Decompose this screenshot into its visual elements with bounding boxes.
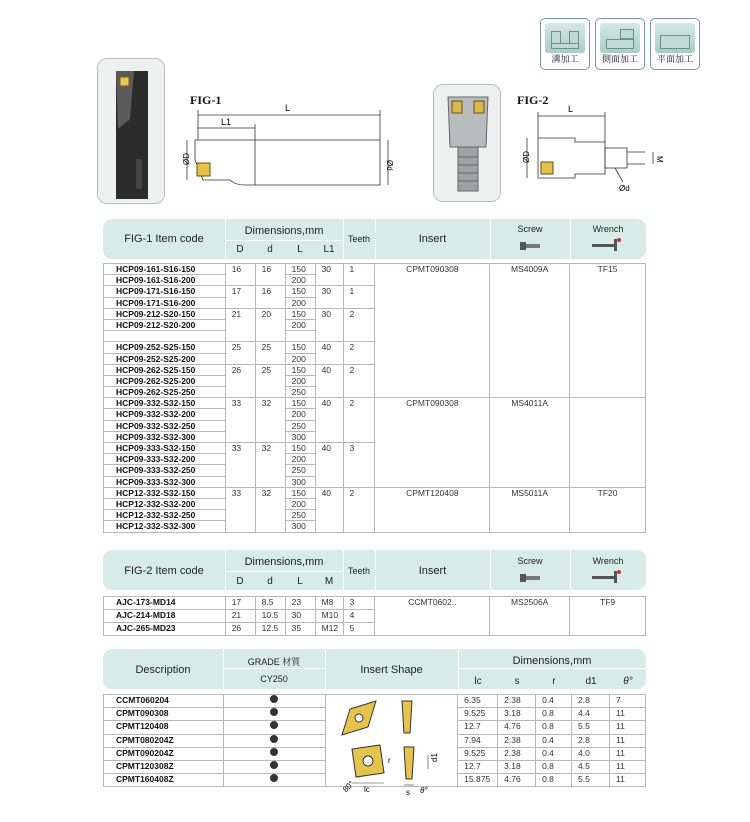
dim-theta: 11: [609, 774, 645, 787]
table3-dims-label: Dimensions,mm: [512, 655, 592, 667]
dim-L: 300: [285, 521, 315, 532]
table2-col-D: D: [236, 576, 244, 587]
teeth-count: 4: [343, 610, 375, 623]
screw-icon: [520, 572, 542, 584]
dim-L: 200: [285, 297, 315, 308]
insert-code: CPMT090308: [104, 708, 224, 721]
table1-body: [103, 263, 646, 533]
available-dot-icon: [270, 774, 278, 782]
teeth-count: 2: [343, 487, 375, 532]
dim-d: 20: [255, 308, 285, 342]
dim-d: 16: [255, 264, 285, 286]
table-row: [104, 398, 646, 409]
app-label: 平面加工: [656, 55, 693, 65]
dim-L1: 40: [315, 443, 343, 488]
item-code: HCP09-262-S25-200: [104, 375, 226, 386]
dim-L: 300: [285, 431, 315, 442]
insert-code: CPMT160408Z: [104, 774, 224, 787]
screw-code: MS4009A: [490, 264, 570, 398]
dim-r: 0.4: [536, 695, 572, 708]
dim-d1: 5.5: [572, 721, 610, 734]
fig2-dim-M: M: [655, 156, 664, 163]
dim-L: 30: [285, 610, 315, 623]
table1-insert: Insert: [418, 233, 447, 245]
item-code: HCP09-332-S32-300: [104, 431, 226, 442]
dim-D: 26: [225, 364, 255, 398]
shape-label-d1: d1: [430, 753, 439, 762]
dim-D: 17: [225, 597, 255, 610]
item-code: HCP09-161-S16-150: [104, 264, 226, 275]
dim-M: M10: [315, 610, 343, 623]
table3-col-theta: θ°: [623, 676, 633, 687]
table2-col-M: M: [324, 576, 334, 587]
table3-grade: GRADE 材質: [247, 657, 301, 667]
dim-D: 26: [225, 623, 255, 636]
dim-L: 150: [285, 342, 315, 353]
grade-availability: [223, 708, 325, 721]
dim-lc: 9.525: [458, 708, 498, 721]
app-label: 溝加工: [551, 55, 579, 65]
dim-s: 3.18: [498, 708, 536, 721]
item-code: HCP09-333-S32-200: [104, 454, 226, 465]
teeth-count: 1: [343, 264, 375, 286]
fig1-dim-L1: L1: [221, 117, 232, 127]
item-code: HCP09-252-S25-150: [104, 342, 226, 353]
dim-M: M12: [315, 623, 343, 636]
item-code: HCP09-161-S16-200: [104, 275, 226, 286]
item-code: HCP09-262-S25-250: [104, 387, 226, 398]
screw-icon: [520, 240, 542, 252]
table2-dims-label: Dimensions,mm: [244, 556, 324, 568]
table1-dims-label: Dimensions,mm: [244, 225, 324, 237]
dim-L: 150: [285, 308, 315, 319]
item-code: HCP12-332-S32-300: [104, 521, 226, 532]
dim-L: 200: [285, 319, 315, 330]
dim-d: 32: [255, 487, 285, 532]
table3-col-d1: d1: [585, 676, 597, 687]
wrench-code: TF20: [570, 487, 646, 532]
dim-d: 32: [255, 443, 285, 488]
table2-title: FIG-2 Item code: [124, 565, 204, 577]
table2-body: [103, 596, 646, 636]
item-code: HCP09-333-S32-300: [104, 476, 226, 487]
dim-L1: 40: [315, 364, 343, 398]
wrench-code: TF9: [570, 597, 646, 636]
teeth-count: 5: [343, 623, 375, 636]
dim-s: 3.18: [498, 760, 536, 773]
item-code: HCP09-332-S32-150: [104, 398, 226, 409]
grade-availability: [223, 747, 325, 760]
available-dot-icon: [270, 695, 278, 703]
table1-wrench: Wrench: [592, 224, 624, 234]
slot-machining-icon: [540, 18, 590, 70]
item-code: HCP09-333-S32-150: [104, 443, 226, 454]
wrench-icon: [592, 238, 622, 252]
item-code: HCP12-332-S32-200: [104, 498, 226, 509]
dim-L1: 30: [315, 308, 343, 342]
dim-L: 200: [285, 353, 315, 364]
grade-availability: [223, 774, 325, 787]
dim-d1: 4.5: [572, 760, 610, 773]
insert-code: CPMT080204Z: [104, 734, 224, 747]
dim-lc: 12.7: [458, 760, 498, 773]
fig1-dim-d: Ød: [385, 160, 394, 171]
table1-teeth: Teeth: [347, 234, 371, 244]
available-dot-icon: [270, 748, 278, 756]
dim-r: 0.8: [536, 760, 572, 773]
fig2-dim-L: L: [568, 104, 574, 114]
table1-title: FIG-1 Item code: [124, 233, 204, 245]
dim-d: 32: [255, 398, 285, 443]
dim-theta: 11: [609, 721, 645, 734]
insert-code: CPMT090204Z: [104, 747, 224, 760]
dim-L: 23: [285, 597, 315, 610]
item-code: HCP09-332-S32-200: [104, 409, 226, 420]
item-code: HCP09-262-S25-150: [104, 364, 226, 375]
insert-code: CPMT120308Z: [104, 760, 224, 773]
dim-L: 150: [285, 364, 315, 375]
table2-insert: Insert: [418, 565, 447, 577]
dim-L: 250: [285, 465, 315, 476]
teeth-count: 3: [343, 597, 375, 610]
dim-lc: 7.94: [458, 734, 498, 747]
table2-wrench: Wrench: [592, 556, 624, 566]
table1-grid: [103, 263, 646, 533]
dim-d: 10.5: [255, 610, 285, 623]
side-machining-icon: [595, 18, 645, 70]
dim-L: 250: [285, 510, 315, 521]
grade-availability: [223, 695, 325, 708]
table3-shape: Insert Shape: [360, 664, 423, 676]
dim-L: 200: [285, 409, 315, 420]
available-dot-icon: [270, 708, 278, 716]
dim-L: 200: [285, 454, 315, 465]
insert-shape-drawing: [340, 697, 445, 801]
available-dot-icon: [270, 735, 278, 743]
dim-theta: 11: [609, 760, 645, 773]
grade-availability: [223, 760, 325, 773]
table1-screw: Screw: [517, 224, 543, 234]
item-code: AJC-173-MD14: [104, 597, 226, 610]
dim-L: 250: [285, 420, 315, 431]
table3-col-lc: lc: [474, 676, 482, 687]
dim-L: 150: [285, 286, 315, 297]
shape-label-lc: lc: [364, 785, 370, 794]
dim-L: [285, 331, 315, 342]
insert-code: CCMT060204: [104, 695, 224, 708]
dim-theta: 7: [609, 695, 645, 708]
fig1-drawing: [175, 100, 405, 195]
dim-d1: 2.8: [572, 695, 610, 708]
dim-L: 35: [285, 623, 315, 636]
table1-col-d: d: [267, 244, 273, 255]
teeth-count: 2: [343, 308, 375, 342]
screw-code: MS5011A: [490, 487, 570, 532]
fig1-tool-photo: [97, 58, 165, 204]
table3-col-s: s: [514, 676, 520, 687]
item-code: HCP09-171-S16-150: [104, 286, 226, 297]
table3-col-r: r: [552, 676, 556, 687]
dim-r: 0.4: [536, 747, 572, 760]
dim-lc: 12.7: [458, 721, 498, 734]
item-code: HCP09-212-S20-150: [104, 308, 226, 319]
item-code: [104, 331, 226, 342]
table-row: [104, 487, 646, 498]
dim-d: 25: [255, 342, 285, 364]
dim-d: 12.5: [255, 623, 285, 636]
fig2-tool-photo: [433, 84, 501, 202]
dim-D: 16: [225, 264, 255, 286]
table3-grade-sub: CY250: [260, 674, 288, 684]
teeth-count: 1: [343, 286, 375, 308]
dim-theta: 11: [609, 708, 645, 721]
dim-d1: 4.4: [572, 708, 610, 721]
dim-D: 33: [225, 398, 255, 443]
dim-s: 2.38: [498, 747, 536, 760]
item-code: HCP12-332-S32-250: [104, 510, 226, 521]
dim-D: 17: [225, 286, 255, 308]
dim-d1: 4.0: [572, 747, 610, 760]
shape-label-angle: 80°: [341, 779, 356, 795]
dim-D: 33: [225, 443, 255, 488]
shape-label-theta: θ°: [420, 786, 428, 795]
dim-L: 200: [285, 498, 315, 509]
dim-lc: 15.875: [458, 774, 498, 787]
screw-code: MS2506A: [490, 597, 570, 636]
dim-L: 150: [285, 443, 315, 454]
insert-code: CPMT090308: [375, 264, 490, 398]
teeth-count: 2: [343, 342, 375, 364]
dim-d: 16: [255, 286, 285, 308]
fig2-title: FIG-2: [517, 93, 549, 107]
table2-grid: [103, 596, 646, 636]
dim-r: 0.8: [536, 774, 572, 787]
fig2-drawing: [515, 102, 680, 197]
dim-L: 200: [285, 375, 315, 386]
dim-r: 0.4: [536, 734, 572, 747]
dim-r: 0.8: [536, 708, 572, 721]
dim-theta: 11: [609, 747, 645, 760]
dim-s: 2.38: [498, 695, 536, 708]
dim-d1: 2.8: [572, 734, 610, 747]
shape-label-s: s: [406, 788, 410, 797]
teeth-count: 3: [343, 443, 375, 488]
table2-col-d: d: [267, 576, 273, 587]
screw-code: MS4011A: [490, 398, 570, 488]
dim-d: 25: [255, 364, 285, 398]
table3-desc: Description: [135, 664, 191, 676]
table2-col-L: L: [297, 576, 303, 587]
table2-teeth: Teeth: [347, 566, 371, 576]
dim-lc: 9.525: [458, 747, 498, 760]
available-dot-icon: [270, 761, 278, 769]
dim-D: 21: [225, 610, 255, 623]
face-machining-icon: [650, 18, 700, 70]
dim-L: 150: [285, 398, 315, 409]
teeth-count: 2: [343, 398, 375, 443]
dim-d: 8.5: [255, 597, 285, 610]
dim-s: 4.76: [498, 774, 536, 787]
table-row: [104, 264, 646, 275]
dim-lc: 6.35: [458, 695, 498, 708]
dim-L: 250: [285, 387, 315, 398]
dim-L1: 40: [315, 342, 343, 364]
dim-D: 21: [225, 308, 255, 342]
grade-availability: [223, 721, 325, 734]
dim-L1: 30: [315, 264, 343, 286]
dim-L: 200: [285, 275, 315, 286]
grade-availability: [223, 734, 325, 747]
fig2-dim-D: ØD: [522, 151, 531, 163]
wrench-code: TF15: [570, 264, 646, 398]
dim-d1: 5.5: [572, 774, 610, 787]
item-code: HCP09-171-S16-200: [104, 297, 226, 308]
insert-code: CPMT120408: [104, 721, 224, 734]
fig1-dim-D: ØD: [182, 153, 191, 165]
dim-L1: 30: [315, 286, 343, 308]
item-code: HCP09-333-S32-250: [104, 465, 226, 476]
fig2-dim-d: Ød: [619, 184, 630, 193]
teeth-count: 2: [343, 364, 375, 398]
dim-s: 4.76: [498, 721, 536, 734]
insert-code: CPMT120408: [375, 487, 490, 532]
table-row: [104, 597, 646, 610]
dim-L: 300: [285, 476, 315, 487]
insert-code: CPMT090308: [375, 398, 490, 488]
dim-M: M8: [315, 597, 343, 610]
table1-col-L: L: [297, 244, 303, 255]
wrench-icon: [592, 570, 622, 584]
dim-L1: 40: [315, 398, 343, 443]
item-code: HCP09-212-S20-200: [104, 319, 226, 330]
app-label: 側面加工: [601, 55, 638, 65]
table2-screw: Screw: [517, 556, 543, 566]
dim-L: 150: [285, 487, 315, 498]
dim-L: 150: [285, 264, 315, 275]
table1-col-L1: L1: [323, 244, 335, 255]
shape-label-r: r: [388, 756, 391, 765]
wrench-code: [570, 398, 646, 488]
item-code: HCP12-332-S32-150: [104, 487, 226, 498]
dim-L1: 40: [315, 487, 343, 532]
item-code: AJC-265-MD23: [104, 623, 226, 636]
dim-D: 33: [225, 487, 255, 532]
available-dot-icon: [270, 721, 278, 729]
item-code: HCP09-252-S25-200: [104, 353, 226, 364]
dim-D: 25: [225, 342, 255, 364]
dim-s: 2.38: [498, 734, 536, 747]
fig1-title: FIG-1: [190, 93, 222, 107]
insert-code: CCMT0602..: [375, 597, 490, 636]
item-code: HCP09-332-S32-250: [104, 420, 226, 431]
fig1-dim-L: L: [285, 103, 291, 113]
dim-r: 0.8: [536, 721, 572, 734]
item-code: AJC-214-MD18: [104, 610, 226, 623]
dim-theta: 11: [609, 734, 645, 747]
table1-col-D: D: [236, 244, 244, 255]
